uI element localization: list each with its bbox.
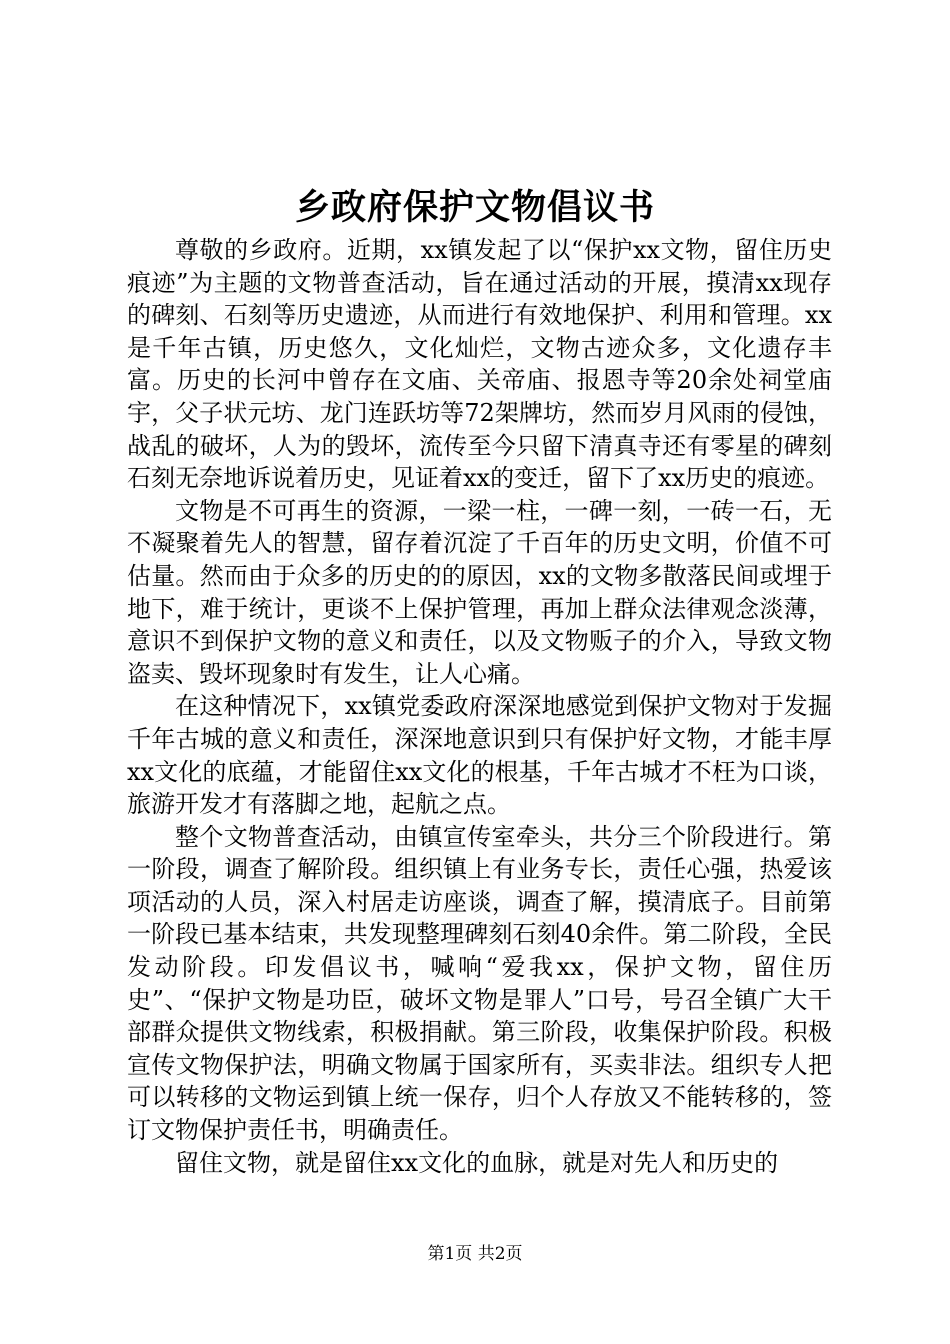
document-body [127,234,832,1179]
paragraph-1: 尊敬的乡政府。近期，xx镇发起了以“保护xx文物，留住历史痕迹”为主题的文物普查活动，旨在通过活动的开展，摸清xx现存的碑刻、石刻等历史遗迹，从而进行有效地保护、利用和管理。xx是千年古镇，历史悠久，文化灿烂，文物古迹众多，文化遗存丰富。历史的长河中曾存在文庙、关帝庙、报恩寺等20余处祠堂庙宇，父子状元坊、龙门连跃坊等72架牌坊，然而岁月风雨的侵蚀，战乱的破坏，人为的毁坏，流传至今只留下清真寺还有零星的碑刻石刻无奈地诉说着历史，见证着xx的变迁，留下了xx历史的痕迹。 [127,236,832,493]
paragraph-3: 在这种情况下，xx镇党委政府深深地感觉到保护文物对于发掘千年古城的意义和责任，深深地意识到只有保护好文物，才能丰厚xx文化的底蕴，才能留住xx文化的根基，千年古城才不枉为口谈，旅游开发才有落脚之地，起航之点。 [127,692,832,819]
paragraph-4: 整个文物普查活动，由镇宣传室牵头，共分三个阶段进行。第一阶段，调查了解阶段。组织镇上有业务专长，责任心强，热爱该项活动的人员，深入村居走访座谈，调查了解，摸清底子。目前第一阶段已基本结束，共发现整理碑刻石刻40余件。第二阶段，全民发动阶段。印发倡议书，喊响“爱我xx，保护文物，留住历史”、“保护文物是功臣，破坏文物是罪人”口号，号召全镇广大干部群众提供文物线索，积极捐献。第三阶段，收集保护阶段。积极宣传文物保护法，明确文物属于国家所有，买卖非法。组织专人把可以转移的文物运到镇上统一保存，归个人存放又不能转移的，签订文物保护责任书，明确责任。 [127,822,832,1145]
page-footer: 第1页 共2页 [427,1244,523,1264]
paragraph-5: 留住文物，就是留住xx文化的血脉，就是对先人和历史的 [175,1148,779,1177]
paragraph-2: 文物是不可再生的资源，一梁一柱，一碑一刻，一砖一石，无不凝聚着先人的智慧，留存着沉淀了千百年的历史文明，价值不可估量。然而由于众多的历史的的原因，xx的文物多散落民间或埋于地下，难于统计，更谈不上保护管理，再加上群众法律观念淡薄，意识不到保护文物的意义和责任，以及文物贩子的介入，导致文物盗卖、毁坏现象时有发生，让人心痛。 [127,496,832,688]
document-title: 乡政府保护文物倡议书 [294,187,655,228]
